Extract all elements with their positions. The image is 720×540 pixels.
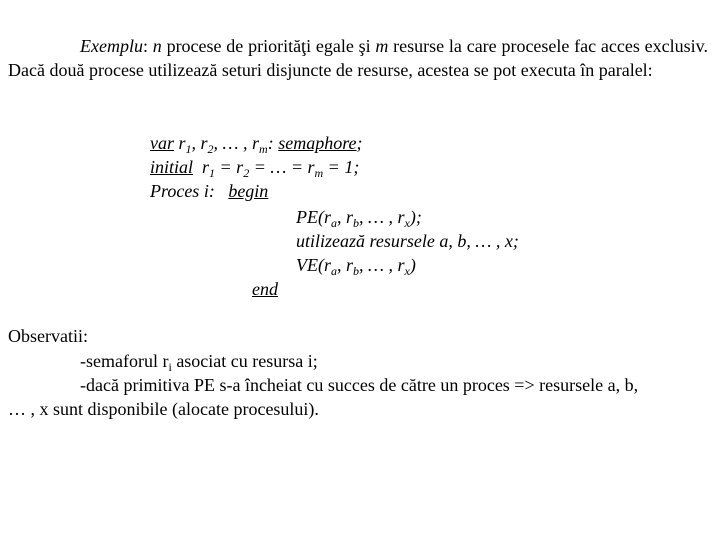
var-keyword: var [150,133,174,153]
begin-keyword: begin [228,181,269,201]
intro-text-1: procese de priorităţi egale şi [161,36,376,56]
initial-value: 1 [344,157,354,177]
semaphore-type: semaphore [278,133,357,153]
code-pe-line: $PE(r_a$, $r_b$, … , $r_x$); [296,207,422,230]
code-ve-line: $VE(r_a$, $r_b$, … , $r_x$) [296,255,416,278]
code-end-line [252,278,278,300]
end-keyword: end [252,279,278,299]
intro-text-2: resurse la care procesele fac acces exclusiv. Dacă două procese utilizează seturi disjuncte de resurse, acestea se pot executa în paralel: [8,36,708,80]
intro-paragraph: Exemplu: n procese de priorităţi egale şi m resurse la care procesele fac acces exclusiv. Dacă două procese utilizează seturi disjuncte de resurse, acestea se pot executa în paralel: [8,36,708,80]
notes-line-2: -dacă primitiva PE s-a încheiat cu succes de către un proces => resursele a, b, [80,375,639,395]
code-use-line: utilizează resursele a, b, … , x; [296,231,519,251]
code-var-line: var $r_1$, $r_2$, … , $r_m$: semaphore; [150,133,363,156]
notes-title: Observatii: [8,326,88,346]
intro-label: Exemplu [80,36,143,56]
intro-var-n: n [152,36,162,56]
notes-line-3: … , x sunt disponibile (alocate procesului). [8,399,319,419]
initial-keyword: initial [150,157,194,177]
intro-var-m: m [375,36,389,56]
proc-label: Proces i: [150,181,215,201]
notes-line-1: -semaforul $r_i$ asociat cu resursa i; [80,351,318,374]
code-initial-line: initial $r_1 = r_2$ = … = $r_m = 1$; [150,157,360,180]
code-proc-line [150,180,268,202]
